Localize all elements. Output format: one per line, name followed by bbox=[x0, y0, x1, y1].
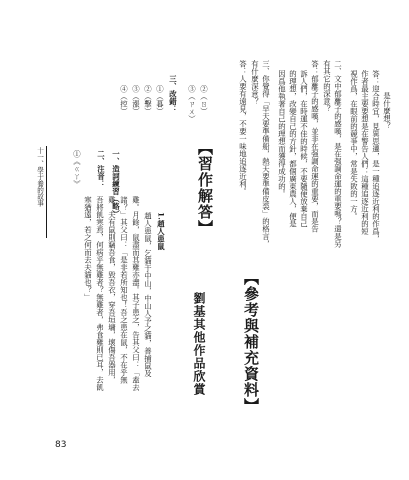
question-line: 二、文中郁離子的感嘆，是在强調命運的重要嗎？還是另 bbox=[333, 60, 343, 248]
section-two-phonetic: 二、注音： bbox=[96, 150, 106, 188]
page-footer-chapter: 十一、學于養的故事 bbox=[35, 147, 44, 207]
correction-item: ②（擊） bbox=[143, 85, 153, 115]
question-line: 答：人要有遠見，不要一味地追逐近利。 bbox=[238, 60, 248, 195]
question-line: 有其它的深意？ bbox=[322, 60, 332, 113]
story-line: 諸？」其父曰：「是非若所知也！吾之患在鼠，不在乎無 bbox=[119, 196, 129, 384]
story-line: 雞。月餘，鼠盡而其雞亦盡。其子患之，告其父曰：「盍去 bbox=[131, 196, 141, 391]
question-line: 是什麼想？ bbox=[382, 92, 392, 130]
phonetic-item-1: ①《ㄍㄚ》 bbox=[72, 150, 82, 188]
phonetic-item: ②（ㄖ） bbox=[199, 85, 209, 115]
footer-rule bbox=[46, 146, 47, 238]
story-line: 吾將飢寒焉，何病乎無雞者？無雞者，弗食雞則已耳，去飢 bbox=[95, 196, 105, 391]
correction-item: ④（控） bbox=[119, 85, 129, 115]
question-line: 作者最主要要想是在警告人們：這種追逐近利的短 bbox=[360, 70, 370, 235]
correction-item: ①（暮） bbox=[155, 85, 165, 115]
other-works-subheading: 劉基其他作品欣賞 bbox=[192, 292, 206, 396]
question-line: 訴人們，在時運不佳的時候，不要隨便放棄自己 bbox=[299, 70, 309, 228]
correction-item: ③（漲） bbox=[131, 85, 141, 115]
question-line: 答：迎合時宜，見異思遷，是一種追逐近利的作爲， bbox=[371, 70, 381, 243]
question-line: 有什麼深意？ bbox=[250, 60, 260, 105]
section-one-word-practice: 一、造詞練習（略） bbox=[111, 150, 121, 218]
question-line: 因爲他執著自己的理想而獲得成功的。 bbox=[277, 70, 287, 198]
question-line: 答：郁離子的感嘆，並非在强調命運的重要，而是告 bbox=[310, 60, 320, 233]
story-title: 1.趙人患鼠 bbox=[156, 212, 166, 250]
question-line: 三、你覺得「早天要準備船，熱天要準備皮裘」的格言， bbox=[261, 60, 271, 248]
exercise-answers-heading: 【習作解答】 bbox=[196, 140, 214, 236]
section-three-corrections: 三、改錯： bbox=[168, 75, 178, 113]
question-line: 視作爲，在眼前的競爭中，常是失敗的一方。 bbox=[349, 70, 359, 220]
story-line: 趙人患鼠，乞貓于中山，中山人予之貓，善捕鼠及 bbox=[143, 212, 153, 377]
phonetic-item: ③（ㄗㄨ） bbox=[187, 85, 197, 123]
question-line: 的理想，改變自己的方針，都個廣東農人，便是 bbox=[288, 70, 298, 228]
story-line: 雞。夫有鼠則竊吾食，毀吾衣，穿吾垣墉，壞傷吾器用， bbox=[107, 196, 117, 384]
reference-heading: 【參考與補充資料】 bbox=[242, 270, 260, 414]
page-number: 83 bbox=[55, 440, 67, 450]
story-line: 寒猶遠，若之何而去夫貓也？」 bbox=[83, 196, 93, 301]
